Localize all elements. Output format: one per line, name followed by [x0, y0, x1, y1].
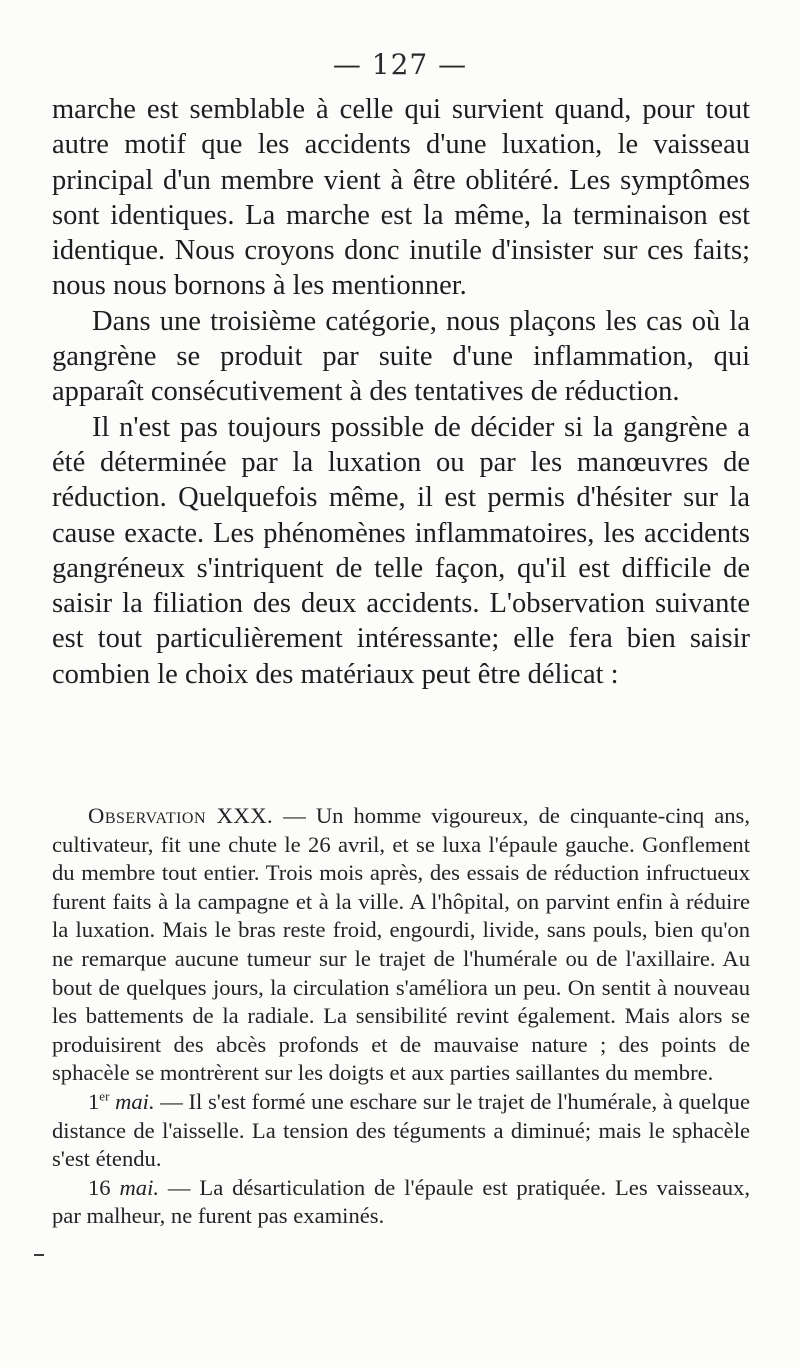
entry-2-day: 16	[88, 1174, 120, 1200]
entry-1-text: — Il s'est formé une eschare sur le trajet de l'humérale, à quelque distance de l'aisselle. La tension des téguments a diminué; mais le sphacèle s'est étendu.	[52, 1088, 750, 1172]
paragraph-continuation: marche est semblable à celle qui survient quand, pour tout autre motif que les accidents d'une luxation, le vaisseau principal d'un membre vient à être oblitéré. Les symptômes sont identiques. La marche est la même, la terminaison est identique. Nous croyons donc inutile d'insister sur ces faits; nous nous bornons à les mentionner.	[52, 94, 750, 302]
paragraph-third-category: Dans une troisième catégorie, nous plaçons les cas où la gangrène se produit par suite d'une inflammation, qui apparaît consécutivement à des tentatives de réduction.	[52, 305, 750, 408]
entry-1-sup: er	[99, 1088, 110, 1104]
margin-dash-mark	[34, 1254, 44, 1256]
observation-case	[52, 802, 750, 1088]
main-text	[52, 92, 750, 692]
paragraph-diagnosis: Il n'est pas toujours possible de décider si la gangrène a été déterminée par la luxation ou par les manœuvres de réduction. Quelquefois même, il est permis d'hésiter sur la cause exacte. Les phénomènes inflammatoires, les accidents gangréneux s'intriquent de telle façon, qu'il est difficile de saisir la filiation des deux accidents. L'observation suivante est tout particulièrement intéressante; elle fera bien saisir combien le choix des matériaux peut être délicat :	[52, 411, 750, 690]
observation-entry-2	[52, 1174, 750, 1231]
entry-2-month: mai.	[119, 1174, 160, 1200]
observation-text: — Un homme vigoureux, de cinquante-cinq ans, cultivateur, fit une chute le 26 avril, et se luxa l'épaule gauche. Gonflement du membre tout entier. Trois mois après, des essais de réduction infructueux furent faits à la campagne et à la ville. A l'hôpital, on parvint enfin à réduire la luxation. Mais le bras reste froid, engourdi, livide, sans pouls, bien qu'on ne remarque aucune tumeur sur le trajet de l'humérale ou de l'axillaire. Au bout de quelques jours, la circulation s'améliora un peu. On sentit à nouveau les battements de la radiale. La sensibilité revint également. Mais alors se produisirent des abcès profonds et de mauvaise nature ; des points de sphacèle se montrèrent sur les doigts et aux parties saillantes du membre.	[52, 803, 750, 1086]
entry-1-day: 1	[88, 1088, 100, 1114]
page-number: — 127 —	[332, 48, 468, 81]
observation-block	[52, 802, 750, 1231]
entry-2-text: — La désarticulation de l'épaule est pratiquée. Les vaisseaux, par malheur, ne furent pas examinés.	[52, 1174, 750, 1229]
observation-heading: Observation XXX.	[88, 803, 274, 828]
entry-1-month: mai.	[115, 1088, 155, 1114]
observation-entry-1	[52, 1088, 750, 1174]
